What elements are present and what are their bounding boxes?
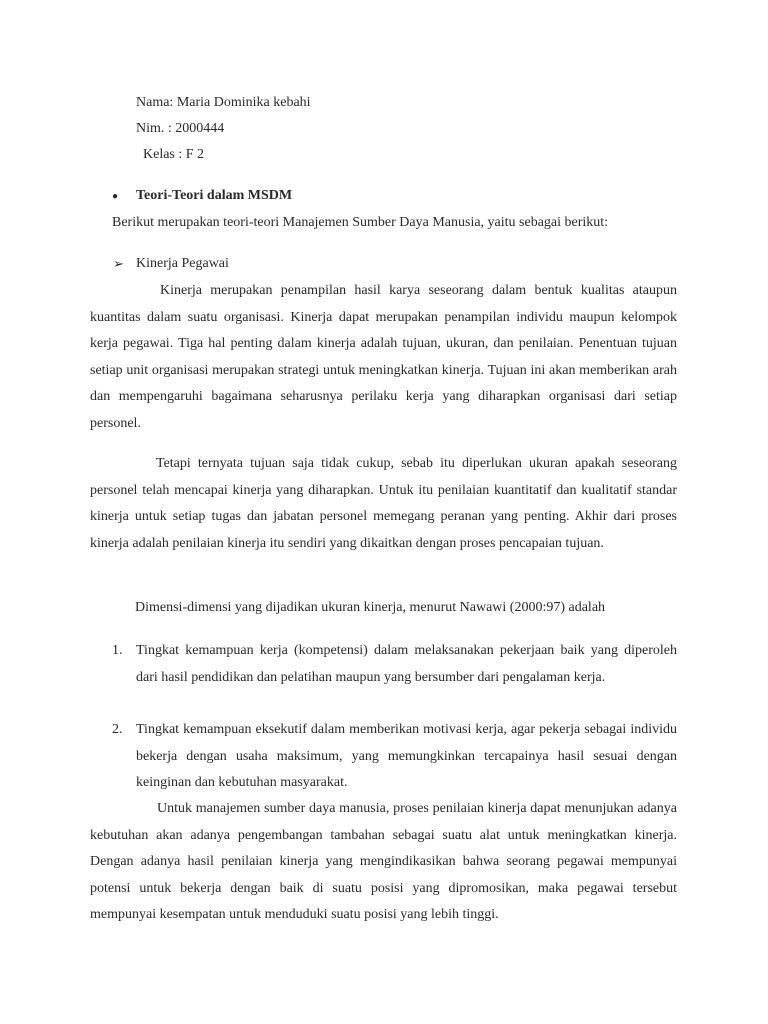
bullet-icon: ●: [112, 191, 119, 202]
list-item-text: Tingkat kemampuan kerja (kompetensi) dalam melaksanakan pekerjaan baik yang diperoleh dari hasil pendidikan dan pelatihan maupun yang bersumber dari pengalaman kerja.: [136, 643, 677, 685]
student-class: Kelas : F 2: [143, 147, 205, 162]
arrow-bullet-icon: ➢: [113, 256, 124, 271]
subsection-heading: Kinerja Pegawai: [136, 256, 229, 271]
list-item-text: Tingkat kemampuan eksekutif dalam memberikan motivasi kerja, agar pekerja sebagai individu bekerja dengan usaha maksimum, yang memungkinkan tercapainya hasil sesuai dengan keinginan dan kebutuhan masyarakat.: [136, 722, 677, 790]
paragraph-2: Tetapi ternyata tujuan saja tidak cukup, sebab itu diperlukan ukuran apakah seseorang personel telah mencapai kinerja yang diharapkan. Untuk itu penilaian kuantitatif dan kualitatif standar kinerja untuk setiap tugas dan jabatan personel memegang peranan yang penting. Akhir dari proses kinerja adalah penilaian kinerja itu sendiri yang dikaitkan dengan proses pencapaian tujuan.: [90, 456, 677, 551]
paragraph-3: Dimensi-dimensi yang dijadikan ukuran kinerja, menurut Nawawi (2000:97) adalah: [135, 600, 606, 615]
paragraph-4: Untuk manajemen sumber daya manusia, proses penilaian kinerja dapat menunjukan adanya kebutuhan akan adanya pengembangan tambahan sebagai suatu alat untuk meningkatkan kinerja. Dengan adanya hasil penilaian kinerja yang mengindikasikan bahwa seorang pegawai mempunyai potensi untuk bekerja dengan baik di suatu posisi yang dipromosikan, maka pegawai tersebut mempunyai kesempatan untuk menduduki suatu posisi yang lebih tinggi.: [90, 801, 677, 922]
paragraph-1: Kinerja merupakan penampilan hasil karya seseorang dalam bentuk kualitas ataupun kuantitas dalam suatu organisasi. Kinerja dapat merupakan penampilan individu maupun kelompok kerja pegawai. Tiga hal penting dalam kinerja adalah tujuan, ukuran, dan penilaian. Penentuan tujuan setiap unit organisasi merupakan strategi untuk meningkatkan kinerja. Tujuan ini akan memberikan arah dan mempengaruhi bagaimana seharusnya perilaku kerja yang diharapkan organisasi dari setiap personel.: [90, 283, 677, 431]
list-number: 1.: [112, 643, 123, 658]
student-nim: Nim. : 2000444: [136, 121, 225, 136]
list-number: 2.: [112, 722, 123, 737]
section-heading: Teori-Teori dalam MSDM: [136, 188, 293, 203]
student-name: Nama: Maria Dominika kebahi: [136, 95, 311, 110]
section-intro: Berikut merupakan teori-teori Manajemen Sumber Daya Manusia, yaitu sebagai berikut:: [112, 215, 609, 230]
